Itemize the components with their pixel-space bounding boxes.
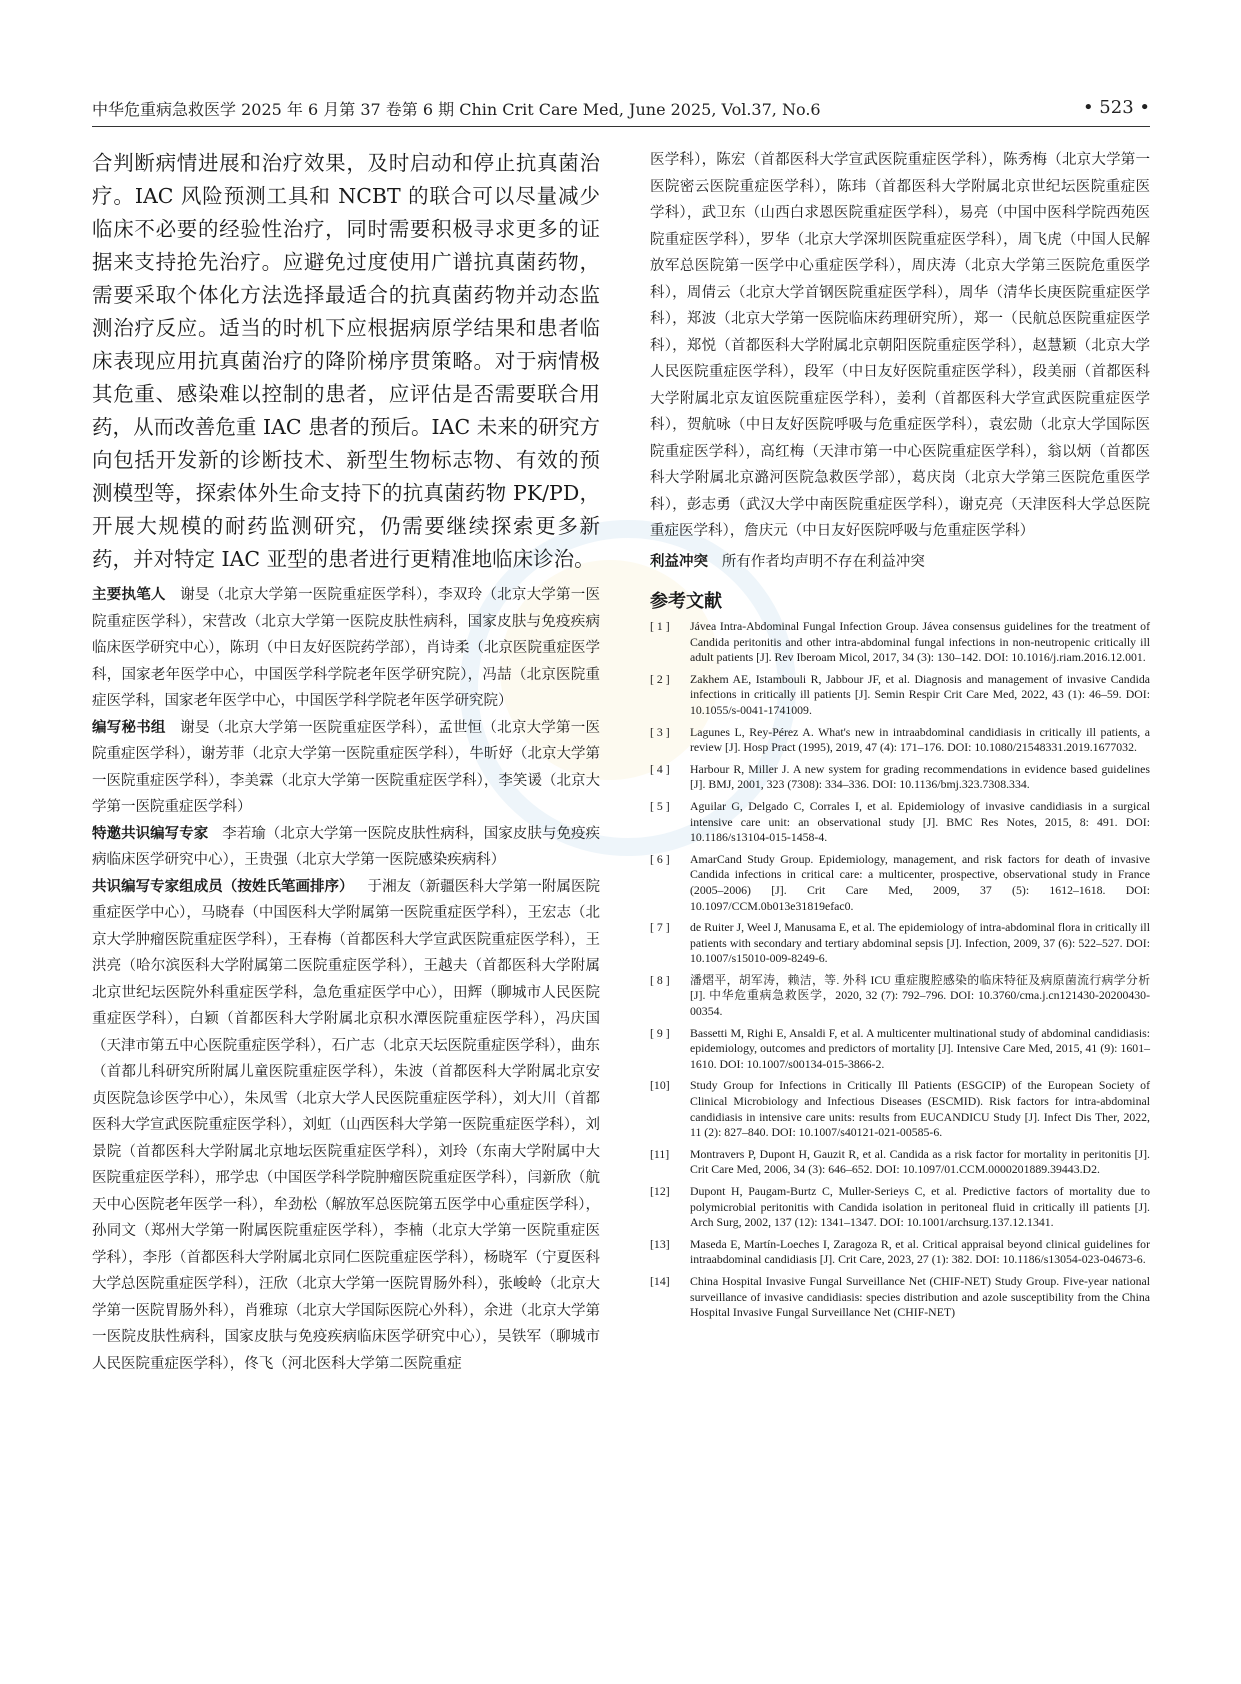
reference-text: de Ruiter J, Weel J, Manusama E, et al. The epidemiology of intra-abdominal flora in critically ill patients with secondary and tertiary abdominal sepsis [J]. Infection, 2009, 37 (6): 522–527. DOI: 10.1007/s15010-009-8249-6. [690, 920, 1150, 966]
author-group-text: 谢旻（北京大学第一医院重症医学科），孟世恒（北京大学第一医院重症医学科），谢芳菲（北京大学第一医院重症医学科），牛昕妤（北京大学第一医院重症医学科），李美霖（北京大学第一医院重症医学科），李笑谖（北京大学第一医院重症医学科） [92, 719, 601, 815]
panel-members-continued: 医学科），陈宏（首都医科大学宣武医院重症医学科），陈秀梅（北京大学第一医院密云医院重症医学科），陈玮（首都医科大学附属北京世纪坛医院重症医学科），武卫东（山西白求恩医院重症医学科），易亮（中国中医科学院西苑医院重症医学科），罗华（北京大学深圳医院重症医学科），周飞虎（中国人民解放军总医院第一医学中心重症医学科），周庆涛（北京大学第三医院危重医学科），周倩云（北京大学首钢医院重症医学科），周华（清华长庚医院重症医学科），郑波（北京大学第一医院临床药理研究所），郑一（民航总医院重症医学科），郑悦（首都医科大学附属北京朝阳医院重症医学科），赵慧颖（北京大学人民医院重症医学科），段军（中日友好医院重症医学科），段美丽（首都医科大学附属北京友谊医院重症医学科），姜利（首都医科大学宣武医院重症医学科），贺航咏（中日友好医院呼吸与危重症医学科），袁宏勋（北京大学国际医院重症医学科），高红梅（天津市第一中心医院重症医学科），翁以炳（首都医科大学附属北京潞河医院急救医学部），葛庆岗（北京大学第三医院危重医学科），彭志勇（武汉大学中南医院重症医学科），谢克亮（天津医科大学总医院重症医学科），詹庆元（中日友好医院呼吸与危重症医学科） [650, 152, 1150, 539]
conflict-text: 所有作者均声明不存在利益冲突 [721, 553, 925, 570]
reference-number: [ 3 ] [650, 724, 670, 739]
reference-number: [ 1 ] [650, 619, 670, 633]
header-rule [92, 126, 1150, 127]
author-group-text: 于湘友（新疆医科大学第一附属医院重症医学中心），马晓春（中国医科大学附属第一医院重症医学科），王宏志（北京大学肿瘤医院重症医学科），王春梅（首都医科大学宣武医院重症医学科），王洪亮（哈尔滨医科大学附属第二医院重症医学科），王越夫（首都医科大学附属北京世纪坛医院外科重症医学科，急危重症医学中心），田辉（聊城市人民医院重症医学科），白颖（首都医科大学附属北京积水潭医院重症医学科），冯庆国（天津市第五中心医院重症医学科），石广志（北京天坛医院重症医学科），曲东（首都儿科研究所附属儿童医院重症医学科），朱波（首都医科大学附属北京安贞医院急诊医学中心），朱凤雪（北京大学人民医院重症医学科），刘大川（首都医科大学宣武医院重症医学科），刘虹（山西医科大学第一医院重症医学科），刘景院（首都医科大学附属北京地坛医院重症医学科），刘玲（东南大学附属中大医院重症医学科），邢学忠（中国医学科学院肿瘤医院重症医学科），闫新欣（航天中心医院老年医学一科），牟劲松（解放军总医院第五医学中心重症医学科），孙同文（郑州大学第一附属医院重症医学科），李楠（北京大学第一医院重症医学科），李彤（首都医科大学附属北京同仁医院重症医学科），杨晓军（宁夏医科大学总医院重症医学科），汪欣（北京大学第一医院胃肠外科），张峻岭（北京大学第一医院胃肠外科），肖雅琼（北京大学国际医院心外科），余进（北京大学第一医院皮肤性病科，国家皮肤与免疫疾病临床医学研究中心），吴铁军（聊城市人民医院重症医学科），佟飞（河北医科大学第二医院重症 [92, 878, 601, 1372]
conflict-label: 利益冲突 [650, 553, 708, 570]
reference-text: AmarCand Study Group. Epidemiology, management, and risk factors for death of invasive Candida infections in critical care: a multicenter, prospective, observational study in France (2005–2006) [J]. Crit Care Med, 2009, 37 (5): 1612–1618. DOI: 10.1097/CCM.0b013e31819efac0. [690, 851, 1150, 913]
author-group-secretariat [92, 715, 600, 821]
reference-number: [ 9 ] [650, 1025, 670, 1040]
reference-item [650, 1274, 1150, 1321]
reference-text: Montravers P, Dupont H, Gauzit R, et al. Candida as a risk factor for mortality in peritonitis [J]. Crit Care Med, 2006, 34 (3): 646–652. DOI: 10.1097/01.CCM.0000201889.39443.D2. [690, 1146, 1150, 1177]
author-group-text: 谢旻（北京大学第一医院重症医学科），李双玲（北京大学第一医院重症医学科），宋营改（北京大学第一医院皮肤性病科，国家皮肤与免疫疾病临床医学研究中心），陈玥（中日友好医院药学部），肖诗柔（北京医院重症医学科，国家老年医学中心，中国医学科学院老年医学研究院），冯喆（北京医院重症医学科，国家老年医学中心，中国医学科学院老年医学研究院） [92, 587, 601, 709]
reference-item [650, 1026, 1150, 1073]
reference-item [650, 619, 1150, 666]
right-column [650, 147, 1150, 1327]
reference-text: Maseda E, Martín-Loeches I, Zaragoza R, et al. Critical appraisal beyond clinical guidelines for intraabdominal candidiasis [J]. Crit Care, 2023, 27 (1): 382. DOI: 10.1186/s13054-023-04673-6. [690, 1236, 1150, 1267]
author-group-label: 共识编写专家组成员（按姓氏笔画排序） [92, 878, 354, 895]
reference-number: [ 7 ] [650, 920, 670, 935]
reference-text: Lagunes L, Rey-Pérez A. What's new in intraabdominal candidiasis in critically ill patients, a review [J]. Hosp Pract (1995), 2019, 47 (4): 171–176. DOI: 10.1080/21548331.2019.1677032. [690, 724, 1150, 755]
reference-text: Zakhem AE, Istambouli R, Jabbour JF, et al. Diagnosis and management of invasive Candida infections in critically ill patients [J]. Semin Respir Crit Care Med, 2022, 43 (1): 46–59. DOI: 10.1055/s-0041-1741009. [690, 671, 1150, 717]
reference-item [650, 920, 1150, 967]
reference-item [650, 725, 1150, 756]
reference-item [650, 1078, 1150, 1140]
reference-item [650, 672, 1150, 719]
reference-number: [ 6 ] [650, 851, 670, 866]
reference-item [650, 1237, 1150, 1268]
reference-text: Aguilar G, Delgado C, Corrales I, et al. Epidemiology of invasive candidiasis in a surgical intensive care unit: an observational study [J]. BMC Res Notes, 2015, 8: 491. DOI: 10.1186/s13104-015-1458-4. [690, 798, 1150, 845]
author-group-writers [92, 582, 600, 715]
author-group-panel-members [92, 874, 600, 1378]
conclusion-paragraph: 合判断病情进展和治疗效果，及时启动和停止抗真菌治疗。IAC 风险预测工具和 NCBT 的联合可以尽量减少临床不必要的经验性治疗，同时需要积极寻求更多的证据来支持抢先治疗。应避免过度使用广谱抗真菌药物，需要采取个体化方法选择最适合的抗真菌药物并动态监测治疗反应。适当的时机下应根据病原学结果和患者临床表现应用抗真菌治疗的降阶梯序贯策略。对于病情极其危重、感染难以控制的患者，应评估是否需要联合用药，从而改善危重 IAC 患者的预后。IAC 未来的研究方向包括开发新的诊断技术、新型生物标志物、有效的预测模型等，探索体外生命支持下的抗真菌药物 PK/PD，开展大规模的耐药监测研究，仍需要继续探索更多新药，并对特定 IAC 亚型的患者进行更精准地临床诊治。 [92, 151, 600, 571]
reference-number: [ 2 ] [650, 671, 670, 686]
conflict-of-interest [650, 549, 1150, 576]
reference-item [650, 852, 1150, 914]
author-group-text: 李若瑜（北京大学第一医院皮肤性病科，国家皮肤与免疫疾病临床医学研究中心），王贵强（北京大学第一医院感染疾病科） [92, 825, 601, 868]
reference-number: [13] [650, 1236, 670, 1251]
reference-text: 潘熠平，胡军涛，赖洁，等. 外科 ICU 重症腹腔感染的临床特征及病原菌流行病学分析 [J]. 中华危重病急救医学，2020, 32 (7): 792–796. DOI: 10.3760/cma.j.cn121430-20200430-00354. [690, 972, 1150, 1019]
reference-item [650, 973, 1150, 1020]
author-group-label: 主要执笔人 [92, 587, 166, 603]
reference-number: [12] [650, 1184, 670, 1198]
left-column [92, 147, 600, 1377]
running-header [92, 97, 1150, 123]
reference-text: Dupont H, Paugam-Burtz C, Muller-Serieys C, et al. Predictive factors of mortality due to polymicrobial peritonitis with Candida isolation in peritoneal fluid in critically ill patients [J]. Arch Surg, 2002, 137 (12): 1341–1347. DOI: 10.1001/archsurg.137.12.1341. [690, 1184, 1150, 1230]
reference-number: [14] [650, 1273, 670, 1288]
author-group-label: 编写秘书组 [92, 719, 166, 736]
reference-number: [ 4 ] [650, 761, 670, 776]
reference-text: Bassetti M, Righi E, Ansaldi F, et al. A multicenter multinational study of abdominal candidiasis: epidemiology, outcomes and predictors of mortality [J]. Intensive Care Med, 2015, 41 (9): 1601–1610. DOI: 10.1007/s00134-015-3866-2. [690, 1025, 1150, 1071]
page-number: • 523 • [1082, 97, 1150, 118]
reference-text: Study Group for Infections in Critically Ill Patients (ESGCIP) of the European Society of Clinical Microbiology and Infectious Diseases (ESCMID). Risk factors for intra-abdominal candidiasis in intensive care units: results from EUCANDICU Study [J]. Infect Dis Ther, 2022, 11 (2): 827–840. DOI: 10.1007/s40121-021-00585-6. [690, 1078, 1150, 1140]
reference-item [650, 799, 1150, 846]
reference-number: [10] [650, 1078, 670, 1093]
reference-item [650, 762, 1150, 793]
reference-item [650, 1184, 1150, 1231]
reference-number: [ 5 ] [650, 798, 670, 813]
reference-number: [ 8 ] [650, 972, 670, 987]
journal-citation: 中华危重病急救医学 2025 年 6 月第 37 卷第 6 期 Chin Crit Care Med, June 2025, Vol.37, No.6 [92, 100, 821, 119]
author-group-label: 特邀共识编写专家 [92, 825, 209, 842]
reference-item [650, 1147, 1150, 1178]
author-group-invited-experts [92, 821, 600, 874]
references-heading: 参考文献 [650, 591, 722, 612]
reference-text: Jávea Intra-Abdominal Fungal Infection Group. Jávea consensus guidelines for the treatment of Candida peritonitis and other intra-abdominal fungal infections in non-neutropenic critically ill adult patients [J]. Rev Iberoam Micol, 2017, 34 (3): 130–142. DOI: 10.1016/j.riam.2016.12.001. [690, 619, 1150, 665]
reference-text: Harbour R, Miller J. A new system for grading recommendations in evidence based guidelines [J]. BMJ, 2001, 323 (7308): 334–336. DOI: 10.1136/bmj.323.7308.334. [690, 761, 1150, 792]
reference-text: China Hospital Invasive Fungal Surveillance Net (CHIF-NET) Study Group. Five-year national surveillance of invasive candidiasis: species distribution and azole susceptibility from the China Hospital Invasive Fungal Surveillance Net (CHIF-NET) [690, 1273, 1150, 1320]
reference-number: [11] [650, 1146, 670, 1161]
reference-list [650, 619, 1150, 1321]
